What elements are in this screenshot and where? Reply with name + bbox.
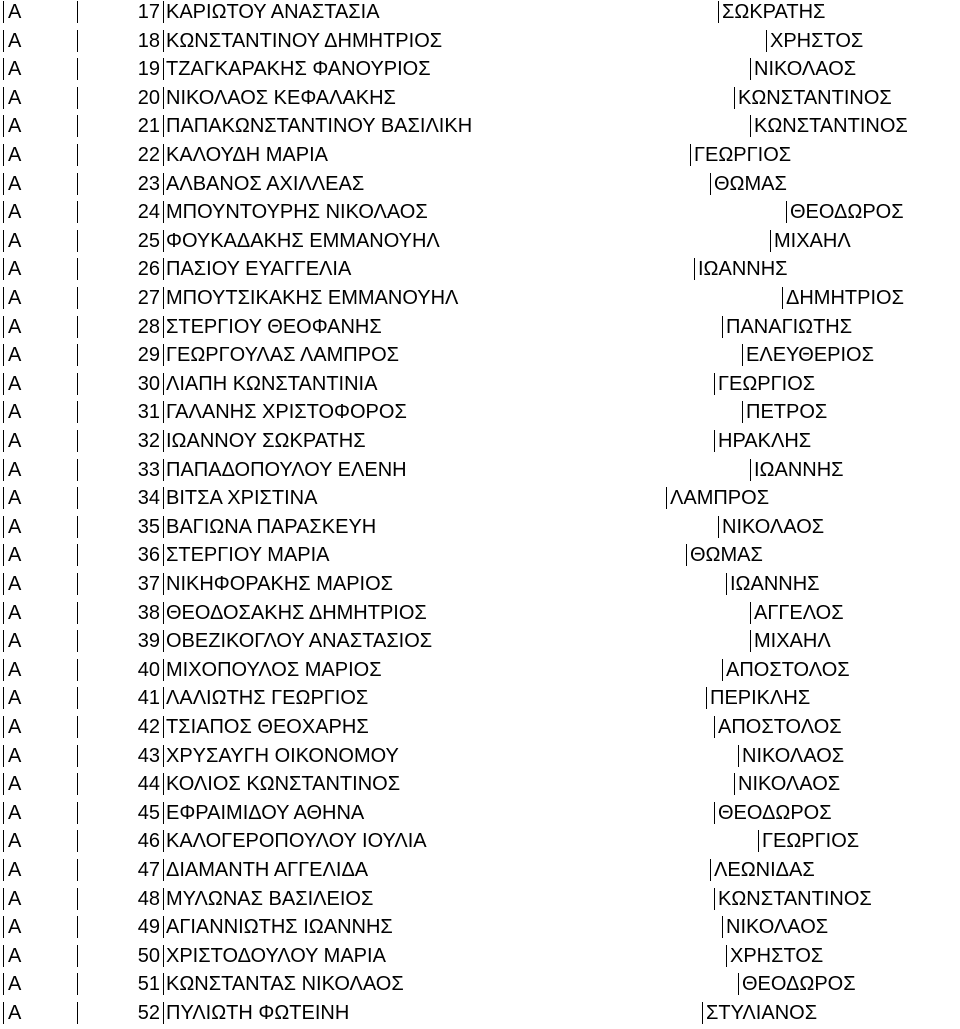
column-divider	[163, 830, 164, 852]
column-divider	[706, 687, 707, 709]
column-divider	[163, 30, 164, 52]
name-cell: ΧΡΙΣΤΟΔΟΥΛΟΥ ΜΑΡΙΑ	[166, 944, 386, 967]
number-cell: 25	[137, 229, 160, 252]
class-cell: Α	[8, 515, 22, 538]
column-divider	[718, 1, 719, 23]
class-cell: Α	[8, 859, 22, 881]
class-cell: Α	[8, 458, 22, 481]
number-cell: 40	[137, 658, 160, 681]
column-divider	[163, 401, 164, 423]
number-cell: 23	[137, 172, 160, 195]
column-divider	[163, 773, 164, 795]
column-divider	[163, 258, 164, 280]
column-divider	[163, 287, 164, 309]
column-divider	[163, 945, 164, 967]
name-cell: ΧΡΥΣΑΥΓΗ ΟΙΚΟΝΟΜΟΥ	[166, 744, 399, 767]
name-cell: ΚΩΝΣΤΑΝΤΙΝΟΥ ΔΗΜΗΤΡΙΟΣ	[166, 29, 443, 52]
class-cell: Α	[8, 716, 22, 738]
class-cell: Α	[8, 430, 22, 452]
column-divider	[163, 373, 164, 395]
number-cell: 36	[137, 544, 160, 567]
table-row	[0, 286, 960, 314]
column-divider	[163, 87, 164, 109]
class-cell: Α	[8, 58, 22, 81]
number-cell: 41	[137, 687, 160, 710]
father-name-cell: ΘΕΟΔΩΡΟΣ	[742, 973, 856, 996]
column-divider	[163, 144, 164, 166]
column-divider	[163, 745, 164, 767]
number-cell: 20	[137, 86, 160, 109]
column-divider	[714, 373, 715, 395]
number-cell: 38	[137, 601, 160, 624]
number-cell: 31	[137, 401, 160, 424]
class-cell: Α	[8, 344, 22, 367]
name-cell: ΑΛΒΑΝΟΣ ΑΧΙΛΛΕΑΣ	[166, 172, 365, 195]
name-cell: ΚΟΛΙΟΣ ΚΩΝΣΤΑΝΤΙΝΟΣ	[166, 773, 401, 796]
class-cell: Α	[8, 944, 22, 967]
table-row	[0, 143, 960, 171]
number-cell: 17	[137, 1, 160, 23]
name-cell: ΒΑΓΙΩΝΑ ΠΑΡΑΣΚΕΥΗ	[166, 515, 377, 538]
table-row	[0, 343, 960, 371]
column-divider	[710, 859, 711, 881]
table-row	[0, 829, 960, 857]
father-name-cell: ΘΩΜΑΣ	[714, 172, 787, 195]
father-name-cell: ΗΡΑΚΛΗΣ	[718, 430, 812, 452]
number-cell: 45	[137, 801, 160, 824]
column-divider	[742, 344, 743, 366]
name-cell: ΣΤΕΡΓΙΟΥ ΘΕΟΦΑΝΗΣ	[166, 315, 382, 338]
number-cell: 49	[137, 916, 160, 939]
column-divider	[734, 87, 735, 109]
father-name-cell: ΑΠΟΣΤΟΛΟΣ	[726, 658, 850, 681]
table-row	[0, 372, 960, 400]
class-cell: Α	[8, 86, 22, 109]
table-row	[0, 658, 960, 686]
class-cell: Α	[8, 658, 22, 681]
column-divider	[163, 859, 164, 881]
column-divider	[686, 544, 687, 566]
name-cell: ΚΑΡΙΩΤΟΥ ΑΝΑΣΤΑΣΙΑ	[166, 1, 380, 23]
table-row	[0, 543, 960, 571]
column-divider	[163, 973, 164, 995]
class-cell: Α	[8, 229, 22, 252]
column-divider	[163, 430, 164, 452]
class-cell: Α	[8, 201, 22, 224]
class-cell: Α	[8, 573, 22, 595]
class-cell: Α	[8, 258, 22, 281]
table-row	[0, 858, 960, 886]
table-row	[0, 887, 960, 915]
column-divider	[714, 888, 715, 910]
number-cell: 46	[137, 830, 160, 853]
number-cell: 43	[137, 744, 160, 767]
table-row	[0, 772, 960, 800]
column-divider	[163, 459, 164, 481]
father-name-cell: ΚΩΝΣΤΑΝΤΙΝΟΣ	[754, 115, 908, 138]
table-row	[0, 715, 960, 743]
table-row	[0, 400, 960, 428]
class-cell: Α	[8, 487, 22, 510]
class-cell: Α	[8, 973, 22, 996]
name-cell: ΓΑΛΑΝΗΣ ΧΡΙΣΤΟΦΟΡΟΣ	[166, 401, 407, 424]
class-cell: Α	[8, 916, 22, 939]
table-row	[0, 172, 960, 200]
name-cell: ΠΑΠΑΔΟΠΟΥΛΟΥ ΕΛΕΝΗ	[166, 458, 407, 481]
column-divider	[786, 201, 787, 223]
column-divider	[714, 430, 715, 452]
father-name-cell: ΛΕΩΝΙΔΑΣ	[714, 859, 815, 881]
column-divider	[758, 830, 759, 852]
column-divider	[163, 173, 164, 195]
table-row	[0, 86, 960, 114]
table-row	[0, 257, 960, 285]
table-row	[0, 29, 960, 57]
father-name-cell: ΚΩΝΣΤΑΝΤΙΝΟΣ	[738, 86, 892, 109]
column-divider	[714, 802, 715, 824]
father-name-cell: ΜΙΧΑΗΛ	[754, 630, 831, 653]
table-row	[0, 972, 960, 1000]
column-divider	[163, 630, 164, 652]
table-row	[0, 915, 960, 943]
name-cell: ΜΥΛΩΝΑΣ ΒΑΣΙΛΕΙΟΣ	[166, 887, 374, 910]
column-divider	[738, 745, 739, 767]
column-divider	[163, 115, 164, 137]
father-name-cell: ΓΕΩΡΓΙΟΣ	[762, 830, 860, 853]
table-row	[0, 629, 960, 657]
column-divider	[163, 316, 164, 338]
number-cell: 21	[137, 115, 160, 138]
table-row	[0, 486, 960, 514]
father-name-cell: ΠΑΝΑΓΙΩΤΗΣ	[726, 315, 853, 338]
number-cell: 44	[137, 773, 160, 796]
number-cell: 37	[137, 573, 160, 595]
name-cell: ΙΩΑΝΝΟΥ ΣΩΚΡΑΤΗΣ	[166, 430, 366, 452]
name-cell: ΜΠΟΥΤΣΙΚΑΚΗΣ ΕΜΜΑΝΟΥΗΛ	[166, 287, 459, 309]
column-divider	[694, 258, 695, 280]
number-cell: 52	[137, 1002, 160, 1024]
father-name-cell: ΙΩΑΝΝΗΣ	[698, 258, 788, 281]
number-cell: 30	[137, 372, 160, 395]
number-cell: 35	[137, 515, 160, 538]
name-cell: ΠΑΠΑΚΩΝΣΤΑΝΤΙΝΟΥ ΒΑΣΙΛΙΚΗ	[166, 115, 473, 138]
column-divider	[750, 115, 751, 137]
column-divider	[750, 602, 751, 624]
table-row	[0, 601, 960, 629]
father-name-cell: ΝΙΚΟΛΑΟΣ	[726, 916, 829, 939]
father-name-cell: ΘΕΟΔΩΡΟΣ	[718, 801, 832, 824]
table-row	[0, 114, 960, 142]
class-cell: Α	[8, 29, 22, 52]
column-divider	[750, 58, 751, 80]
column-divider	[163, 573, 164, 595]
column-divider	[770, 230, 771, 252]
father-name-cell: ΓΕΩΡΓΙΟΣ	[694, 144, 792, 166]
father-name-cell: ΘΕΟΔΩΡΟΣ	[790, 201, 904, 224]
name-cell: ΠΑΣΙΟΥ ΕΥΑΓΓΕΛΙΑ	[166, 258, 352, 281]
father-name-cell: ΠΕΡΙΚΛΗΣ	[710, 687, 811, 710]
column-divider	[163, 716, 164, 738]
column-divider	[163, 58, 164, 80]
name-cell: ΕΦΡΑΙΜΙΔΟΥ ΑΘΗΝΑ	[166, 801, 365, 824]
name-cell: ΑΓΙΑΝΝΙΩΤΗΣ ΙΩΑΝΝΗΣ	[166, 916, 393, 939]
column-divider	[750, 630, 751, 652]
father-name-cell: ΝΙΚΟΛΑΟΣ	[722, 515, 825, 538]
number-cell: 19	[137, 58, 160, 81]
column-divider	[718, 516, 719, 538]
column-divider	[666, 487, 667, 509]
class-cell: Α	[8, 773, 22, 796]
name-cell: ΜΠΟΥΝΤΟΥΡΗΣ ΝΙΚΟΛΑΟΣ	[166, 201, 428, 224]
name-cell: ΓΕΩΡΓΟΥΛΑΣ ΛΑΜΠΡΟΣ	[166, 344, 400, 367]
name-cell: ΦΟΥΚΑΔΑΚΗΣ ΕΜΜΑΝΟΥΗΛ	[166, 229, 440, 252]
table-row	[0, 515, 960, 543]
father-name-cell: ΣΤΥΛΙΑΝΟΣ	[706, 1002, 818, 1024]
column-divider	[734, 773, 735, 795]
number-cell: 48	[137, 887, 160, 910]
column-divider	[722, 316, 723, 338]
number-cell: 33	[137, 458, 160, 481]
father-name-cell: ΝΙΚΟΛΑΟΣ	[754, 58, 857, 81]
number-cell: 32	[137, 430, 160, 452]
father-name-cell: ΧΡΗΣΤΟΣ	[730, 944, 824, 967]
class-cell: Α	[8, 144, 22, 166]
table-row	[0, 744, 960, 772]
name-cell: ΜΙΧΟΠΟΥΛΟΣ ΜΑΡΙΟΣ	[166, 658, 382, 681]
table-row	[0, 315, 960, 343]
table-row	[0, 686, 960, 714]
column-divider	[782, 287, 783, 309]
name-cell: ΝΙΚΟΛΑΟΣ ΚΕΦΑΛΑΚΗΣ	[166, 86, 396, 109]
class-cell: Α	[8, 887, 22, 910]
class-cell: Α	[8, 287, 22, 309]
class-cell: Α	[8, 630, 22, 653]
table-row	[0, 801, 960, 829]
class-cell: Α	[8, 401, 22, 424]
name-cell: ΚΩΝΣΤΑΝΤΑΣ ΝΙΚΟΛΑΟΣ	[166, 973, 404, 996]
name-cell: ΟΒΕΖΙΚΟΓΛΟΥ ΑΝΑΣΤΑΣΙΟΣ	[166, 630, 433, 653]
number-cell: 27	[137, 287, 160, 309]
name-cell: ΔΙΑΜΑΝΤΗ ΑΓΓΕΛΙΔΑ	[166, 859, 369, 881]
class-cell: Α	[8, 372, 22, 395]
table-row	[0, 458, 960, 486]
column-divider	[163, 544, 164, 566]
table-row	[0, 572, 960, 600]
number-cell: 28	[137, 315, 160, 338]
column-divider	[726, 945, 727, 967]
father-name-cell: ΔΗΜΗΤΡΙΟΣ	[786, 287, 904, 309]
class-cell: Α	[8, 744, 22, 767]
column-divider	[163, 230, 164, 252]
class-cell: Α	[8, 315, 22, 338]
column-divider	[714, 716, 715, 738]
column-divider	[163, 1, 164, 23]
father-name-cell: ΜΙΧΑΗΛ	[774, 229, 851, 252]
name-cell: ΝΙΚΗΦΟΡΑΚΗΣ ΜΑΡΙΟΣ	[166, 573, 394, 595]
column-divider	[722, 916, 723, 938]
class-cell: Α	[8, 172, 22, 195]
name-cell: ΘΕΟΔΟΣΑΚΗΣ ΔΗΜΗΤΡΙΟΣ	[166, 601, 427, 624]
name-cell: ΣΤΕΡΓΙΟΥ ΜΑΡΙΑ	[166, 544, 330, 567]
name-cell: ΒΙΤΣΑ ΧΡΙΣΤΙΝΑ	[166, 487, 318, 510]
name-cell: ΤΣΙΑΠΟΣ ΘΕΟΧΑΡΗΣ	[166, 716, 369, 738]
number-cell: 34	[137, 487, 160, 510]
father-name-cell: ΣΩΚΡΑΤΗΣ	[722, 1, 826, 23]
table-row	[0, 229, 960, 257]
column-divider	[750, 459, 751, 481]
column-divider	[163, 1002, 164, 1024]
class-cell: Α	[8, 544, 22, 567]
column-divider	[163, 201, 164, 223]
name-cell: ΚΑΛΟΓΕΡΟΠΟΥΛΟΥ ΙΟΥΛΙΑ	[166, 830, 427, 853]
class-cell: Α	[8, 1, 22, 23]
father-name-cell: ΘΩΜΑΣ	[690, 544, 763, 567]
father-name-cell: ΙΩΑΝΝΗΣ	[730, 573, 820, 595]
class-cell: Α	[8, 830, 22, 853]
column-divider	[702, 1002, 703, 1024]
number-cell: 18	[137, 29, 160, 52]
number-cell: 39	[137, 630, 160, 653]
father-name-cell: ΓΕΩΡΓΙΟΣ	[718, 372, 816, 395]
column-divider	[163, 888, 164, 910]
number-cell: 26	[137, 258, 160, 281]
column-divider	[722, 659, 723, 681]
class-cell: Α	[8, 115, 22, 138]
name-cell: ΛΑΛΙΩΤΗΣ ΓΕΩΡΓΙΟΣ	[166, 687, 369, 710]
column-divider	[726, 573, 727, 595]
column-divider	[766, 30, 767, 52]
table-row	[0, 57, 960, 85]
column-divider	[163, 487, 164, 509]
table-row	[0, 1001, 960, 1029]
number-cell: 22	[137, 144, 160, 166]
column-divider	[742, 401, 743, 423]
class-cell: Α	[8, 1002, 22, 1024]
father-name-cell: ΑΓΓΕΛΟΣ	[754, 601, 844, 624]
number-cell: 24	[137, 201, 160, 224]
column-divider	[163, 344, 164, 366]
column-divider	[690, 144, 691, 166]
father-name-cell: ΑΠΟΣΤΟΛΟΣ	[718, 716, 842, 738]
table-row	[0, 0, 960, 28]
name-cell: ΛΙΑΠΗ ΚΩΝΣΤΑΝΤΙΝΙΑ	[166, 372, 378, 395]
father-name-cell: ΕΛΕΥΘΕΡΙΟΣ	[746, 344, 874, 367]
table-row	[0, 200, 960, 228]
father-name-cell: ΠΕΤΡΟΣ	[746, 401, 828, 424]
column-divider	[163, 916, 164, 938]
column-divider	[163, 802, 164, 824]
name-cell: ΚΑΛΟΥΔΗ ΜΑΡΙΑ	[166, 144, 328, 166]
column-divider	[163, 602, 164, 624]
father-name-cell: ΝΙΚΟΛΑΟΣ	[742, 744, 845, 767]
column-divider	[163, 659, 164, 681]
class-cell: Α	[8, 801, 22, 824]
number-cell: 50	[137, 944, 160, 967]
number-cell: 47	[137, 859, 160, 881]
class-cell: Α	[8, 601, 22, 624]
father-name-cell: ΛΑΜΠΡΟΣ	[670, 487, 770, 510]
number-cell: 51	[137, 973, 160, 996]
class-cell: Α	[8, 687, 22, 710]
column-divider	[163, 687, 164, 709]
column-divider	[710, 173, 711, 195]
column-divider	[163, 516, 164, 538]
number-cell: 29	[137, 344, 160, 367]
table-row	[0, 944, 960, 972]
father-name-cell: ΙΩΑΝΝΗΣ	[754, 458, 844, 481]
column-divider	[738, 973, 739, 995]
number-cell: 42	[137, 716, 160, 738]
name-cell: ΤΖΑΓΚΑΡΑΚΗΣ ΦΑΝΟΥΡΙΟΣ	[166, 58, 431, 81]
name-cell: ΠΥΛΙΩΤΗ ΦΩΤΕΙΝΗ	[166, 1002, 350, 1024]
father-name-cell: ΚΩΝΣΤΑΝΤΙΝΟΣ	[718, 887, 872, 910]
father-name-cell: ΝΙΚΟΛΑΟΣ	[738, 773, 841, 796]
table-row	[0, 429, 960, 457]
father-name-cell: ΧΡΗΣΤΟΣ	[770, 29, 864, 52]
